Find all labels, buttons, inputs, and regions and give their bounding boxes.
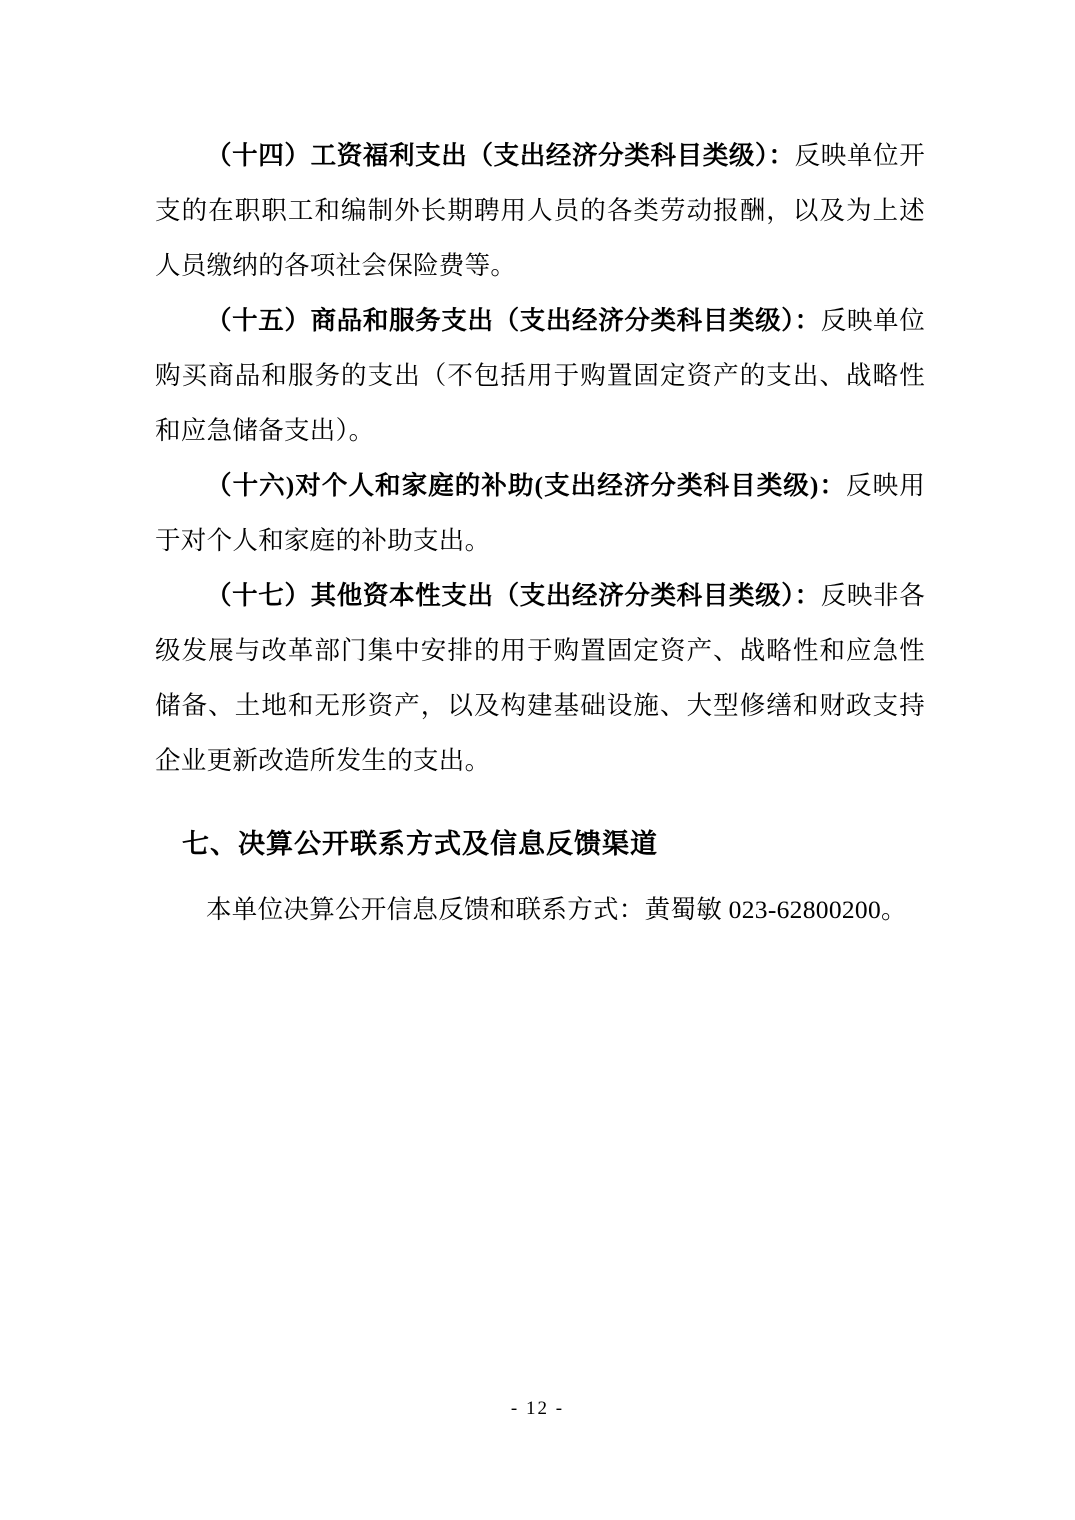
paragraph-15-lead: （十五）商品和服务支出（支出经济分类科目类级）：: [206, 306, 821, 335]
paragraph-17-body: 反映非各级发展与改革部门集中安排的用于购置固定资产、战略性和应急性储备、土地和无形资产，以及构建基础设施、大型修缮和财政支持企业更新改造所发生的支出。: [155, 581, 926, 775]
section-heading-seven: 七、决算公开联系方式及信息反馈渠道: [182, 829, 658, 859]
paragraph-15: [155, 293, 925, 458]
paragraph-16-lead: （十六)对个人和家庭的补助(支出经济分类科目类级)：: [206, 471, 847, 500]
paragraph-14-body: 反映单位开支的在职职工和编制外长期聘用人员的各类劳动报酬，以及为上述人员缴纳的各项社会保险费等。: [155, 141, 925, 280]
paragraph-15-body: 反映单位购买商品和服务的支出（不包括用于购置固定资产的支出、战略性和应急储备支出）。: [155, 306, 926, 445]
paragraph-16: [155, 458, 925, 568]
paragraph-17-lead: （十七）其他资本性支出（支出经济分类科目类级）：: [206, 581, 821, 610]
paragraph-16-body: 反映用于对个人和家庭的补助支出。: [155, 471, 925, 555]
paragraph-14: [155, 128, 925, 293]
paragraph-14-lead: （十四）工资福利支出（支出经济分类科目类级）：: [206, 141, 795, 170]
contact-paragraph: 本单位决算公开信息反馈和联系方式：黄蜀敏 023-62800200。: [206, 895, 907, 924]
page-content: [155, 128, 925, 937]
paragraph-17: [155, 568, 925, 788]
page-number: - 12 -: [510, 1398, 565, 1419]
